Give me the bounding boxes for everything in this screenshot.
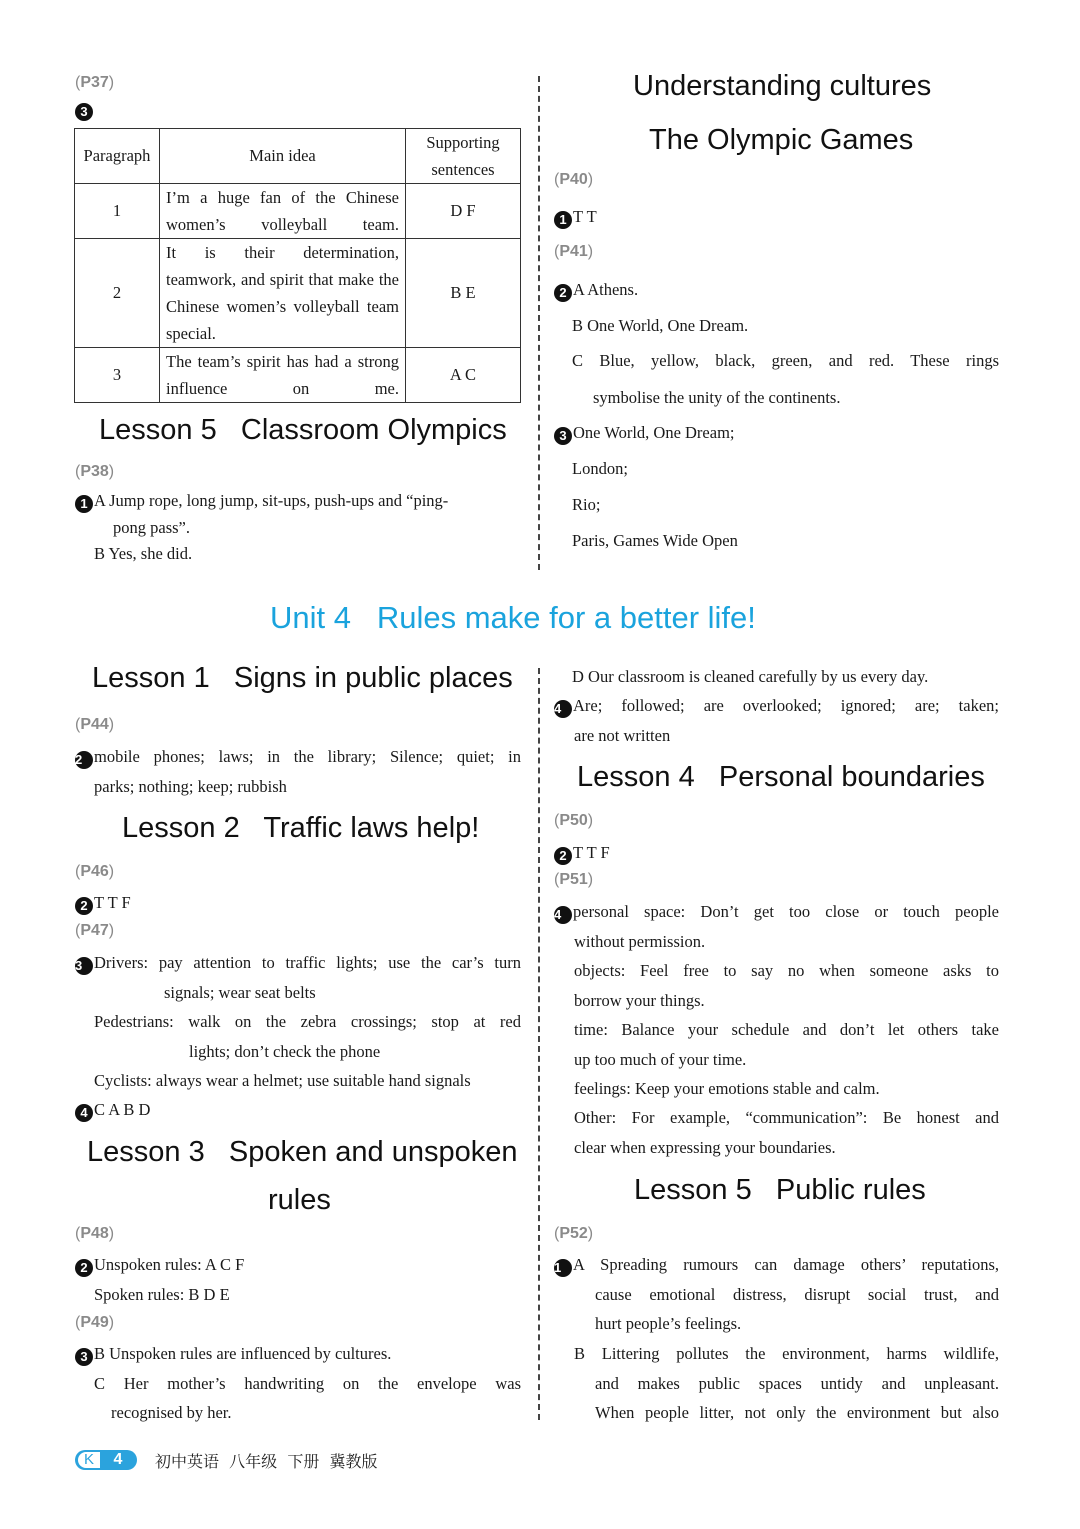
- page-ref-p40: (P40): [554, 171, 594, 188]
- page-number-badge: [75, 1450, 137, 1470]
- lesson-title-continued: rules: [268, 1184, 331, 1216]
- lesson-title: Lesson 5 Public rules: [634, 1174, 926, 1206]
- answer-line: 3 One World, One Dream;: [554, 423, 735, 445]
- answer-line: signals; wear seat belts: [164, 983, 316, 1002]
- page-ref-p37: (P37): [75, 74, 115, 91]
- lesson-title: Lesson 2 Traffic laws help!: [122, 812, 480, 844]
- answer-line: London;: [572, 459, 628, 478]
- book-title-footer: 初中英语 八年级 下册 冀教版: [155, 1452, 378, 1471]
- answer-line: 2 T T F: [75, 893, 131, 915]
- answer-line: 4 Are; followed; are overlooked; ignored; are; taken;: [554, 696, 999, 716]
- answer-line: Cyclists: always wear a helmet; use suitable hand signals: [94, 1071, 471, 1090]
- column-divider-bottom: [538, 668, 540, 1420]
- page-ref-p51: (P51): [554, 871, 594, 888]
- answer-line: recognised by her.: [111, 1403, 232, 1422]
- answer-line: 4 C A B D: [75, 1100, 150, 1122]
- table-header-supporting: Supporting sentences: [406, 129, 521, 184]
- answer-line: borrow your things.: [574, 991, 705, 1010]
- answer-line: lights; don’t check the phone: [189, 1042, 381, 1061]
- table-row: 1 I’m a huge fan of the Chinese women’s volleyball team. D F: [75, 184, 521, 239]
- answer-line: 1 A Jump rope, long jump, sit-ups, push-ups and “ping-: [75, 491, 448, 513]
- answer-line: 2 mobile phones; laws; in the library; Silence; quiet; in: [75, 747, 521, 767]
- answer-line: 3 Drivers: pay attention to traffic lights; use the car’s turn: [75, 953, 521, 973]
- answer-line: and makes public spaces untidy and unpleasant.: [595, 1374, 999, 1393]
- page-ref-p48: (P48): [75, 1225, 115, 1242]
- answer-line: C Her mother’s handwriting on the envelope was: [94, 1374, 521, 1393]
- answer-line: time: Balance your schedule and don’t let others take: [574, 1020, 999, 1039]
- answer-line: 4 personal space: Don’t get too close or touch people: [554, 902, 999, 922]
- answer-line: feelings: Keep your emotions stable and calm.: [574, 1079, 880, 1098]
- page-number: 4: [113, 1451, 123, 1468]
- table-row: 2 It is their determination, teamwork, and spirit that make the Chinese women’s volleyball team special. B E: [75, 239, 521, 348]
- page-ref-p52: (P52): [554, 1225, 594, 1242]
- main-idea-table: [74, 128, 521, 403]
- table-row: 3 The team’s spirit has had a strong influence on me. A C: [75, 348, 521, 403]
- page-ref-p41: (P41): [554, 243, 594, 260]
- table-header-paragraph: Paragraph: [75, 129, 160, 184]
- section-title: Understanding cultures: [633, 70, 932, 102]
- column-divider-top: [538, 76, 540, 570]
- page-ref-p38: (P38): [75, 463, 115, 480]
- page-ref-p50: (P50): [554, 812, 594, 829]
- answer-line: 2 T T F: [554, 843, 610, 865]
- answer-line: up too much of your time.: [574, 1050, 747, 1069]
- section-subtitle: The Olympic Games: [649, 124, 914, 156]
- lesson-title: Lesson 1 Signs in public places: [92, 662, 513, 694]
- answer-line: C Blue, yellow, black, green, and red. These rings: [572, 351, 999, 370]
- lesson-title: Lesson 4 Personal boundaries: [577, 761, 985, 793]
- page-ref-p44: (P44): [75, 716, 115, 733]
- answer-line: Pedestrians: walk on the zebra crossings; stop at red: [94, 1012, 521, 1031]
- page-ref-p49: (P49): [75, 1314, 115, 1331]
- k-logo-icon: K: [78, 1452, 100, 1468]
- answer-line: D Our classroom is cleaned carefully by us every day.: [572, 667, 929, 686]
- answer-line: clear when expressing your boundaries.: [574, 1138, 836, 1157]
- answer-line: pong pass”.: [113, 518, 190, 537]
- answer-line: are not written: [574, 726, 671, 745]
- answer-line: 3 B Unspoken rules are influenced by cultures.: [75, 1344, 391, 1366]
- question-number-3: 3: [75, 101, 94, 121]
- answer-line: objects: Feel free to say no when someone asks to: [574, 961, 999, 980]
- answer-line: symbolise the unity of the continents.: [593, 388, 841, 407]
- answer-line: B Yes, she did.: [94, 544, 193, 563]
- answer-line: Spoken rules: B D E: [94, 1285, 230, 1304]
- answer-line: Paris, Games Wide Open: [572, 531, 738, 550]
- answer-line: parks; nothing; keep; rubbish: [94, 777, 287, 796]
- answer-line: without permission.: [574, 932, 706, 951]
- lesson-title: Lesson 5 Classroom Olympics: [99, 414, 507, 446]
- answer-line: B One World, One Dream.: [572, 316, 749, 335]
- answer-line: cause emotional distress, disrupt social trust, and: [595, 1285, 999, 1304]
- answer-line: 2 A Athens.: [554, 280, 638, 302]
- answer-line: When people litter, not only the environment but also: [595, 1403, 999, 1422]
- answer-line: 1 A Spreading rumours can damage others’ reputations,: [554, 1255, 999, 1275]
- answer-line: B Littering pollutes the environment, harms wildlife,: [574, 1344, 999, 1363]
- page-ref-p46: (P46): [75, 863, 115, 880]
- unit-title: Unit 4 Rules make for a better life!: [270, 600, 756, 635]
- answer-line: Other: For example, “communication”: Be honest and: [574, 1108, 999, 1127]
- page-ref-p47: (P47): [75, 922, 115, 939]
- table-header-main-idea: Main idea: [160, 129, 406, 184]
- lesson-title: Lesson 3 Spoken and unspoken: [87, 1136, 518, 1168]
- answer-line: 1 T T: [554, 207, 597, 229]
- answer-line: Rio;: [572, 495, 601, 514]
- answer-line: 2 Unspoken rules: A C F: [75, 1255, 244, 1277]
- answer-line: hurt people’s feelings.: [595, 1314, 742, 1333]
